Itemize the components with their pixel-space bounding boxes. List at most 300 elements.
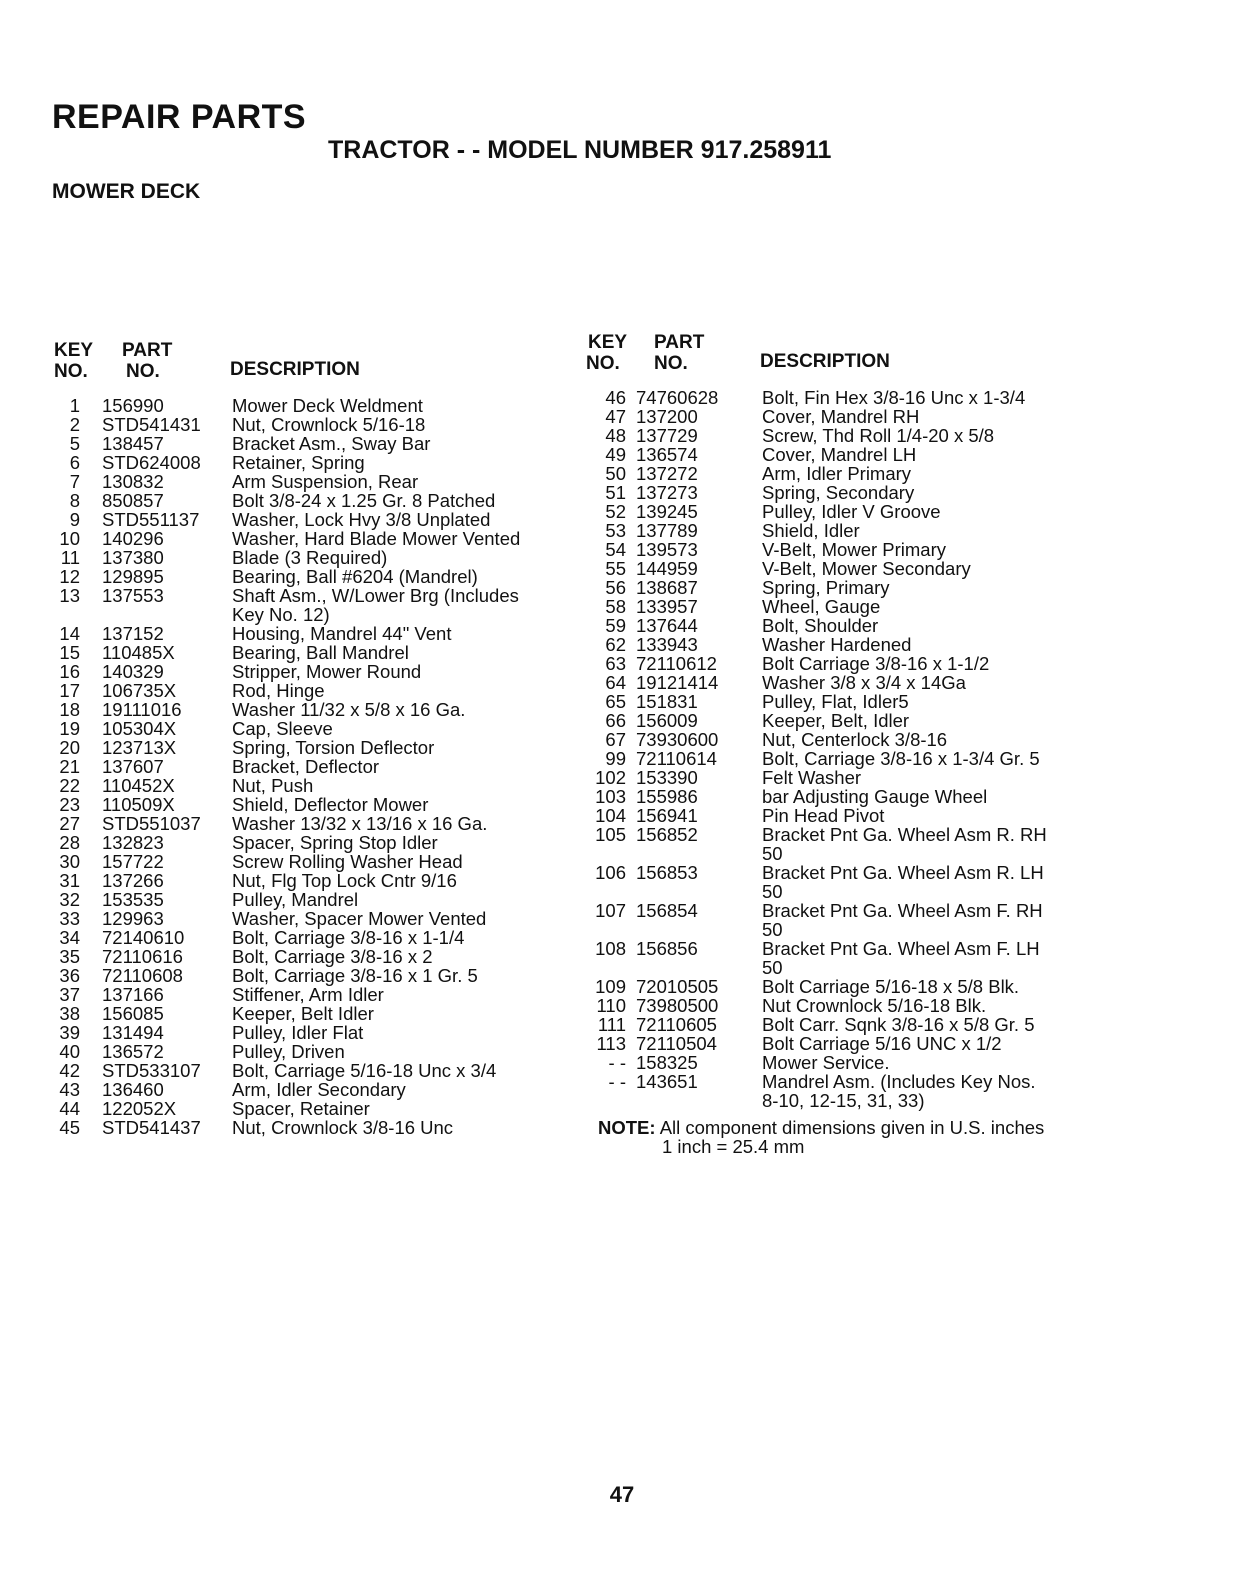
- part-no: 129895: [102, 566, 164, 587]
- table-row: [52, 814, 572, 833]
- description: Pulley, Idler V Groove: [762, 501, 941, 522]
- description: Shaft Asm., W/Lower Brg (Includes Key No. 12): [232, 585, 519, 625]
- description: Screw, Thd Roll 1/4-20 x 5/8: [762, 425, 995, 446]
- key-no: 103: [595, 786, 626, 807]
- key-no: 5: [69, 433, 80, 454]
- description: Pin Head Pivot: [762, 805, 885, 826]
- key-no: 31: [59, 870, 80, 891]
- table-row: [586, 749, 1206, 768]
- part-no: 105304X: [102, 718, 177, 739]
- part-no: 140329: [102, 661, 164, 682]
- key-no: 49: [605, 444, 626, 465]
- key-no: 9: [69, 509, 80, 530]
- description: Bolt Carr. Sqnk 3/8-16 x 5/8 Gr. 5: [762, 1014, 1035, 1035]
- description: Arm, Idler Primary: [762, 463, 912, 484]
- table-row: [52, 738, 572, 757]
- part-no: 73980500: [636, 995, 719, 1016]
- key-no: 20: [59, 737, 80, 758]
- part-no: 136572: [102, 1041, 164, 1062]
- part-no: 137553: [102, 585, 164, 606]
- part-no: 137152: [102, 623, 164, 644]
- part-no: 155986: [636, 786, 698, 807]
- description: Arm Suspension, Rear: [232, 471, 419, 492]
- key-no: 63: [605, 653, 626, 674]
- part-no: 122052X: [102, 1098, 177, 1119]
- key-no: 19: [59, 718, 80, 739]
- table-row: [586, 939, 1206, 977]
- table-header: [52, 340, 572, 388]
- part-no: 139573: [636, 539, 698, 560]
- key-no: 99: [605, 748, 626, 769]
- table-row: [586, 863, 1206, 901]
- table-row: [52, 567, 572, 586]
- table-row: [586, 407, 1206, 426]
- table-row: [52, 1004, 572, 1023]
- part-no: 110485X: [102, 642, 175, 663]
- key-no: 22: [59, 775, 80, 796]
- part-no: 72140610: [102, 927, 185, 948]
- table-row: [586, 388, 1206, 407]
- part-no: STD551137: [102, 509, 200, 530]
- table-row: [52, 643, 572, 662]
- table-row: [52, 1099, 572, 1118]
- description: Cover, Mandrel RH: [762, 406, 920, 427]
- table-row: [52, 928, 572, 947]
- part-no: 133943: [636, 634, 698, 655]
- part-no: 123713X: [102, 737, 177, 758]
- description: Arm, Idler Secondary: [232, 1079, 406, 1100]
- description: Bolt Carriage 5/16 UNC x 1/2: [762, 1033, 1002, 1054]
- table-row: [52, 890, 572, 909]
- description: Washer, Hard Blade Mower Vented: [232, 528, 521, 549]
- part-no: 72110608: [102, 965, 183, 986]
- part-no: 153535: [102, 889, 164, 910]
- key-no: 52: [605, 501, 626, 522]
- part-no: 140296: [102, 528, 164, 549]
- part-no: 130832: [102, 471, 164, 492]
- key-no: - -: [608, 1071, 626, 1092]
- key-no: 14: [59, 623, 80, 644]
- table-row: [586, 559, 1206, 578]
- part-no: 73930600: [636, 729, 719, 750]
- description: Washer 3/8 x 3/4 x 14Ga: [762, 672, 966, 693]
- key-no: 106: [595, 862, 626, 883]
- description: V-Belt, Mower Secondary: [762, 558, 971, 579]
- parts-list-left: [52, 396, 572, 1137]
- part-no: 137729: [636, 425, 698, 446]
- part-no: STD541437: [102, 1117, 201, 1138]
- key-no: 46: [605, 387, 626, 408]
- key-no: 110: [596, 995, 626, 1016]
- description: Bolt, Shoulder: [762, 615, 879, 636]
- part-no: 72110612: [636, 653, 717, 674]
- part-no: 137789: [636, 520, 698, 541]
- description: Keeper, Belt Idler: [232, 1003, 374, 1024]
- key-no: 35: [59, 946, 80, 967]
- key-no: 15: [59, 642, 80, 663]
- description: Bolt, Carriage 3/8-16 x 1-1/4: [232, 927, 465, 948]
- key-header-line2: NO.: [54, 361, 88, 382]
- description: Pulley, Mandrel: [232, 889, 359, 910]
- key-no: 32: [59, 889, 80, 910]
- table-row: [52, 529, 572, 548]
- part-no: 137166: [102, 984, 164, 1005]
- description: Nut, Crownlock 5/16-18: [232, 414, 426, 435]
- description: Felt Washer: [762, 767, 862, 788]
- part-no: 72110605: [636, 1014, 717, 1035]
- key-no: 108: [595, 938, 626, 959]
- table-row: [52, 871, 572, 890]
- table-row: [52, 586, 572, 624]
- table-row: [52, 1118, 572, 1137]
- key-no: 62: [605, 634, 626, 655]
- description: Bolt, Carriage 3/8-16 x 1 Gr. 5: [232, 965, 478, 986]
- table-row: [586, 673, 1206, 692]
- table-row: [586, 464, 1206, 483]
- key-header-line1: KEY: [588, 332, 628, 353]
- description: Blade (3 Required): [232, 547, 388, 568]
- table-row: [586, 445, 1206, 464]
- table-row: [586, 977, 1206, 996]
- table-row: [52, 624, 572, 643]
- part-no: 110509X: [102, 794, 175, 815]
- key-no: 10: [59, 528, 80, 549]
- part-no: 157722: [102, 851, 164, 872]
- table-row: [586, 502, 1206, 521]
- description: Spacer, Spring Stop Idler: [232, 832, 438, 853]
- part-no: 19121414: [636, 672, 719, 693]
- table-row: [52, 548, 572, 567]
- description: Nut, Flg Top Lock Cntr 9/16: [232, 870, 457, 891]
- description: Retainer, Spring: [232, 452, 365, 473]
- key-header-line1: KEY: [54, 340, 94, 361]
- table-row: [52, 510, 572, 529]
- part-no: 143651: [636, 1071, 698, 1092]
- part-no: 137607: [102, 756, 164, 777]
- table-row: [586, 483, 1206, 502]
- table-row: [586, 730, 1206, 749]
- description: Bracket Asm., Sway Bar: [232, 433, 431, 454]
- description: Keeper, Belt, Idler: [762, 710, 910, 731]
- description: Washer Hardened: [762, 634, 912, 655]
- description: Bracket Pnt Ga. Wheel Asm R. LH 50: [762, 862, 1044, 902]
- part-no: 138687: [636, 577, 698, 598]
- part-no: 137200: [636, 406, 698, 427]
- key-no: 1: [69, 395, 80, 416]
- part-no: 156854: [636, 900, 698, 921]
- key-no: 39: [59, 1022, 80, 1043]
- key-no: 45: [59, 1117, 80, 1138]
- description: Bearing, Ball #6204 (Mandrel): [232, 566, 478, 587]
- description: Pulley, Driven: [232, 1041, 345, 1062]
- key-no: 43: [59, 1079, 80, 1100]
- description: Bolt, Carriage 3/8-16 x 1-3/4 Gr. 5: [762, 748, 1040, 769]
- table-row: [586, 654, 1206, 673]
- table-row: [586, 635, 1206, 654]
- key-no: 65: [605, 691, 626, 712]
- key-no: 23: [59, 794, 80, 815]
- table-row: [52, 947, 572, 966]
- key-no: 47: [605, 406, 626, 427]
- description: Mower Deck Weldment: [232, 395, 423, 416]
- table-row: [52, 681, 572, 700]
- table-row: [586, 521, 1206, 540]
- part-no: 106735X: [102, 680, 177, 701]
- table-row: [52, 985, 572, 1004]
- note-conversion: 1 inch = 25.4 mm: [662, 1136, 805, 1157]
- table-row: [52, 491, 572, 510]
- part-no: 144959: [636, 558, 698, 579]
- key-no: 56: [605, 577, 626, 598]
- table-row: [52, 966, 572, 985]
- description: V-Belt, Mower Primary: [762, 539, 947, 560]
- table-row: [52, 472, 572, 491]
- key-no: 18: [59, 699, 80, 720]
- description: Bracket, Deflector: [232, 756, 380, 777]
- table-header: [586, 332, 1206, 380]
- part-no: 132823: [102, 832, 164, 853]
- key-no: 44: [59, 1098, 80, 1119]
- description: Bolt Carriage 5/16-18 x 5/8 Blk.: [762, 976, 1020, 997]
- key-no: 42: [59, 1060, 80, 1081]
- key-no: 17: [59, 680, 80, 701]
- part-no: STD533107: [102, 1060, 201, 1081]
- table-row: [586, 616, 1206, 635]
- key-header-line2: NO.: [586, 353, 620, 374]
- key-no: 59: [605, 615, 626, 636]
- part-header-line1: PART: [654, 332, 705, 353]
- table-row: [586, 1015, 1206, 1034]
- description: Washer, Lock Hvy 3/8 Unplated: [232, 509, 491, 530]
- part-no: 72110504: [636, 1033, 717, 1054]
- part-no: 156009: [636, 710, 698, 731]
- part-header-line2: NO.: [126, 361, 160, 382]
- table-row: [52, 1042, 572, 1061]
- page-title: REPAIR PARTS: [52, 98, 307, 136]
- description: Stripper, Mower Round: [232, 661, 422, 682]
- table-row: [586, 825, 1206, 863]
- part-no: 156941: [636, 805, 698, 826]
- part-no: 19111016: [102, 699, 182, 720]
- part-no: 74760628: [636, 387, 719, 408]
- parts-table-left: [52, 340, 572, 1137]
- table-row: [52, 776, 572, 795]
- description: Nut, Push: [232, 775, 314, 796]
- part-no: 137266: [102, 870, 164, 891]
- table-row: [52, 700, 572, 719]
- description: Bolt, Carriage 3/8-16 x 2: [232, 946, 433, 967]
- key-no: 53: [605, 520, 626, 541]
- description: Screw Rolling Washer Head: [232, 851, 463, 872]
- key-no: 37: [59, 984, 80, 1005]
- key-no: 12: [59, 566, 80, 587]
- model-subtitle: TRACTOR - - MODEL NUMBER 917.258911: [328, 136, 832, 164]
- note-text: All component dimensions given in U.S. inches: [659, 1117, 1045, 1138]
- key-no: 13: [59, 585, 80, 606]
- description: Shield, Deflector Mower: [232, 794, 429, 815]
- part-no: 153390: [636, 767, 698, 788]
- key-no: 2: [69, 414, 80, 435]
- table-row: [586, 901, 1206, 939]
- table-row: [52, 453, 572, 472]
- table-row: [52, 1080, 572, 1099]
- part-no: 139245: [636, 501, 698, 522]
- description: Bolt, Fin Hex 3/8-16 Unc x 1-3/4: [762, 387, 1026, 408]
- description: Nut, Centerlock 3/8-16: [762, 729, 948, 750]
- table-row: [52, 1023, 572, 1042]
- table-row: [586, 1053, 1206, 1072]
- key-no: 111: [597, 1014, 626, 1035]
- description-header: DESCRIPTION: [230, 359, 360, 380]
- table-row: [586, 787, 1206, 806]
- description: Spring, Primary: [762, 577, 890, 598]
- part-no: 156853: [636, 862, 698, 883]
- key-no: 66: [605, 710, 626, 731]
- key-no: 109: [595, 976, 626, 997]
- part-no: 137380: [102, 547, 164, 568]
- key-no: 64: [605, 672, 626, 693]
- key-no: 51: [605, 482, 626, 503]
- description: Spring, Secondary: [762, 482, 915, 503]
- part-no: 131494: [102, 1022, 164, 1043]
- key-no: - -: [608, 1052, 626, 1073]
- description: Nut Crownlock 5/16-18 Blk.: [762, 995, 987, 1016]
- part-no: STD541431: [102, 414, 201, 435]
- parts-list-right: [586, 388, 1206, 1110]
- part-no: 138457: [102, 433, 164, 454]
- dimensions-note: [598, 1118, 1218, 1156]
- part-no: 151831: [636, 691, 698, 712]
- key-no: 105: [595, 824, 626, 845]
- part-no: 137273: [636, 482, 698, 503]
- description: Shield, Idler: [762, 520, 860, 541]
- description-header: DESCRIPTION: [760, 351, 890, 372]
- description: Wheel, Gauge: [762, 596, 881, 617]
- key-no: 11: [60, 547, 80, 568]
- table-row: [586, 692, 1206, 711]
- description: Bolt 3/8-24 x 1.25 Gr. 8 Patched: [232, 490, 496, 511]
- description: Nut, Crownlock 3/8-16 Unc: [232, 1117, 454, 1138]
- table-row: [586, 578, 1206, 597]
- key-no: 48: [605, 425, 626, 446]
- key-no: 36: [59, 965, 80, 986]
- parts-table-right: [586, 332, 1206, 1156]
- description: Spring, Torsion Deflector: [232, 737, 435, 758]
- key-no: 30: [59, 851, 80, 872]
- key-no: 33: [59, 908, 80, 929]
- key-no: 28: [59, 832, 80, 853]
- table-row: [52, 909, 572, 928]
- note-label: NOTE:: [598, 1117, 656, 1138]
- key-no: 104: [595, 805, 626, 826]
- description: Rod, Hinge: [232, 680, 325, 701]
- description: Cap, Sleeve: [232, 718, 333, 739]
- part-no: 156990: [102, 395, 164, 416]
- key-no: 55: [605, 558, 626, 579]
- table-row: [52, 833, 572, 852]
- description: Mower Service.: [762, 1052, 890, 1073]
- part-no: 129963: [102, 908, 164, 929]
- table-row: [586, 711, 1206, 730]
- description: Washer, Spacer Mower Vented: [232, 908, 487, 929]
- table-row: [586, 597, 1206, 616]
- description: Mandrel Asm. (Includes Key Nos. 8-10, 12-15, 31, 33): [762, 1071, 1036, 1111]
- key-no: 21: [59, 756, 80, 777]
- part-no: 72010505: [636, 976, 719, 997]
- key-no: 27: [59, 813, 80, 834]
- part-no: STD624008: [102, 452, 201, 473]
- key-no: 102: [595, 767, 626, 788]
- key-no: 107: [595, 900, 626, 921]
- description: Bolt, Carriage 5/16-18 Unc x 3/4: [232, 1060, 497, 1081]
- part-no: 137644: [636, 615, 698, 636]
- table-row: [52, 719, 572, 738]
- key-no: 67: [605, 729, 626, 750]
- key-no: 113: [596, 1033, 626, 1054]
- key-no: 40: [59, 1041, 80, 1062]
- key-no: 7: [69, 471, 80, 492]
- part-no: 110452X: [102, 775, 175, 796]
- description: Pulley, Flat, Idler5: [762, 691, 909, 712]
- key-no: 50: [605, 463, 626, 484]
- table-row: [586, 426, 1206, 445]
- table-row: [52, 757, 572, 776]
- table-row: [52, 434, 572, 453]
- description: Stiffener, Arm Idler: [232, 984, 384, 1005]
- part-no: 72110614: [636, 748, 717, 769]
- key-no: 8: [69, 490, 80, 511]
- table-row: [586, 768, 1206, 787]
- part-no: 136460: [102, 1079, 164, 1100]
- description: bar Adjusting Gauge Wheel: [762, 786, 988, 807]
- key-no: 54: [605, 539, 626, 560]
- table-row: [586, 1034, 1206, 1053]
- description: Bracket Pnt Ga. Wheel Asm R. RH 50: [762, 824, 1047, 864]
- description: Spacer, Retainer: [232, 1098, 370, 1119]
- part-no: 72110616: [102, 946, 183, 967]
- table-row: [52, 795, 572, 814]
- part-no: 156852: [636, 824, 698, 845]
- part-no: 850857: [102, 490, 164, 511]
- part-no: 137272: [636, 463, 698, 484]
- page-number: 47: [609, 1482, 635, 1507]
- table-row: [52, 396, 572, 415]
- description: Bracket Pnt Ga. Wheel Asm F. LH 50: [762, 938, 1040, 978]
- part-no: 156856: [636, 938, 698, 959]
- section-heading: MOWER DECK: [52, 180, 201, 203]
- part-no: 136574: [636, 444, 698, 465]
- table-row: [52, 1061, 572, 1080]
- part-no: 133957: [636, 596, 698, 617]
- part-no: STD551037: [102, 813, 201, 834]
- description: Pulley, Idler Flat: [232, 1022, 364, 1043]
- description: Cover, Mandrel LH: [762, 444, 917, 465]
- part-header-line1: PART: [122, 340, 173, 361]
- key-no: 58: [605, 596, 626, 617]
- description: Washer 13/32 x 13/16 x 16 Ga.: [232, 813, 488, 834]
- part-no: 158325: [636, 1052, 698, 1073]
- key-no: 16: [59, 661, 80, 682]
- key-no: 34: [59, 927, 80, 948]
- table-row: [586, 1072, 1206, 1110]
- description: Bearing, Ball Mandrel: [232, 642, 409, 663]
- description: Bracket Pnt Ga. Wheel Asm F. RH 50: [762, 900, 1043, 940]
- description: Housing, Mandrel 44" Vent: [232, 623, 452, 644]
- table-row: [586, 540, 1206, 559]
- table-row: [52, 415, 572, 434]
- description: Bolt Carriage 3/8-16 x 1-1/2: [762, 653, 990, 674]
- table-row: [52, 852, 572, 871]
